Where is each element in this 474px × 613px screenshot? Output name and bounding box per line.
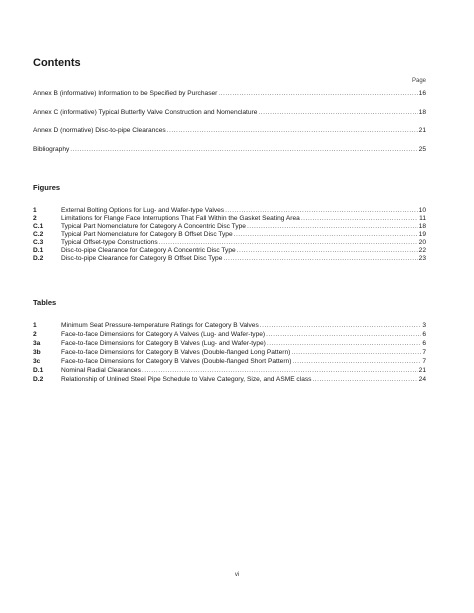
page-title: Contents [33, 57, 81, 69]
figure-entry[interactable] [33, 255, 426, 263]
dot-leader [258, 109, 417, 116]
toc-entry-page: 21 [418, 127, 426, 134]
table-title: Face-to-face Dimensions for Category B Valves (Double-flanged Short Pattern) [61, 358, 292, 365]
dot-leader [247, 223, 418, 231]
toc-entry[interactable] [33, 90, 426, 97]
figure-number: D.1 [33, 247, 44, 254]
table-entry[interactable] [33, 367, 426, 375]
toc-entry-page: 16 [418, 90, 426, 97]
table-title: Face-to-face Dimensions for Category B Valves (Lug- and Wafer-type) [61, 340, 266, 347]
table-title: Minimum Seat Pressure-temperature Ratings for Category B Valves [61, 322, 259, 329]
dot-leader [292, 358, 421, 366]
table-page: 7 [422, 358, 426, 365]
figure-title: Disc-to-pipe Clearance for Category B Offset Disc Type [61, 255, 223, 262]
table-number: 2 [33, 331, 37, 338]
figure-page: 20 [418, 239, 426, 246]
figure-page: 22 [418, 247, 426, 254]
dot-leader [237, 247, 418, 255]
tables-heading: Tables [33, 298, 57, 307]
table-title: Face-to-face Dimensions for Category B Valves (Double-flanged Long Pattern) [61, 349, 291, 356]
table-number: 3c [33, 358, 41, 365]
dot-leader [70, 146, 417, 153]
table-title: Nominal Radial Clearances [61, 367, 141, 374]
dot-leader [301, 215, 418, 223]
dot-leader [225, 207, 418, 215]
figure-number: 2 [33, 215, 37, 222]
table-page: 6 [422, 340, 426, 347]
toc-entry-title: Annex B (informative) Information to be Specified by Purchaser [33, 90, 218, 97]
dot-leader [291, 349, 421, 357]
figure-title: Typical Offset-type Constructions [61, 239, 158, 246]
table-page: 3 [422, 322, 426, 329]
dot-leader [260, 322, 422, 330]
figure-number: 1 [33, 207, 37, 214]
table-entry[interactable] [33, 322, 426, 330]
page-column-header: Page [411, 78, 426, 84]
figure-title: Typical Part Nomenclature for Category B Offset Disc Type [61, 231, 233, 238]
toc-entry[interactable] [33, 109, 426, 116]
figures-heading: Figures [33, 183, 61, 192]
dot-leader [218, 90, 417, 97]
table-number: 3b [33, 349, 41, 356]
figure-page: 18 [418, 223, 426, 230]
toc-entry[interactable] [33, 146, 426, 153]
dot-leader [266, 331, 421, 339]
figure-title: Limitations for Flange Face Interruptions That Fall Within the Gasket Seating Area [61, 215, 300, 222]
dot-leader [223, 255, 417, 263]
table-number: D.1 [33, 367, 44, 374]
dot-leader [167, 127, 418, 134]
page-number-footer: vi [234, 572, 240, 578]
toc-entry-page: 25 [418, 146, 426, 153]
table-page: 21 [418, 367, 426, 374]
table-number: D.2 [33, 376, 44, 383]
toc-entry-title: Annex D (normative) Disc-to-pipe Clearances [33, 127, 166, 134]
figure-entry[interactable] [33, 231, 426, 239]
figure-page: 10 [418, 207, 426, 214]
table-title: Face-to-face Dimensions for Category A Valves (Lug- and Wafer-type) [61, 331, 266, 338]
dot-leader [267, 340, 421, 348]
toc-entry-title: Annex C (informative) Typical Butterfly Valve Construction and Nomenclature [33, 109, 258, 116]
table-entry[interactable] [33, 331, 426, 339]
table-page: 7 [422, 349, 426, 356]
figure-number: D.2 [33, 255, 44, 262]
toc-entry[interactable] [33, 127, 426, 134]
figure-page: 23 [418, 255, 426, 262]
dot-leader [142, 367, 418, 375]
figure-number: C.1 [33, 223, 44, 230]
figure-number: C.2 [33, 231, 44, 238]
figure-title: Disc-to-pipe Clearance for Category A Concentric Disc Type [61, 247, 236, 254]
figure-title: External Bolting Options for Lug- and Wafer-type Valves [61, 207, 225, 214]
figure-entry[interactable] [33, 239, 426, 247]
dot-leader [312, 376, 417, 384]
figure-page: 11 [419, 215, 426, 222]
table-page: 6 [422, 331, 426, 338]
figure-title: Typical Part Nomenclature for Category A Concentric Disc Type [61, 223, 246, 230]
table-number: 1 [33, 322, 37, 329]
figure-entry[interactable] [33, 215, 426, 223]
dot-leader [234, 231, 418, 239]
toc-entry-title: Bibliography [33, 146, 70, 153]
figure-entry[interactable] [33, 223, 426, 231]
table-entry[interactable] [33, 376, 426, 384]
table-entry[interactable] [33, 349, 426, 357]
table-page: 24 [418, 376, 426, 383]
figure-entry[interactable] [33, 247, 426, 255]
figure-page: 19 [418, 231, 426, 238]
table-entry[interactable] [33, 340, 426, 348]
toc-entry-page: 18 [418, 109, 426, 116]
table-title: Relationship of Unlined Steel Pipe Schedule to Valve Category, Size, and ASME class [61, 376, 312, 383]
figure-entry[interactable] [33, 207, 426, 215]
dot-leader [159, 239, 418, 247]
table-number: 3a [33, 340, 41, 347]
figure-number: C.3 [33, 239, 44, 246]
table-entry[interactable] [33, 358, 426, 366]
